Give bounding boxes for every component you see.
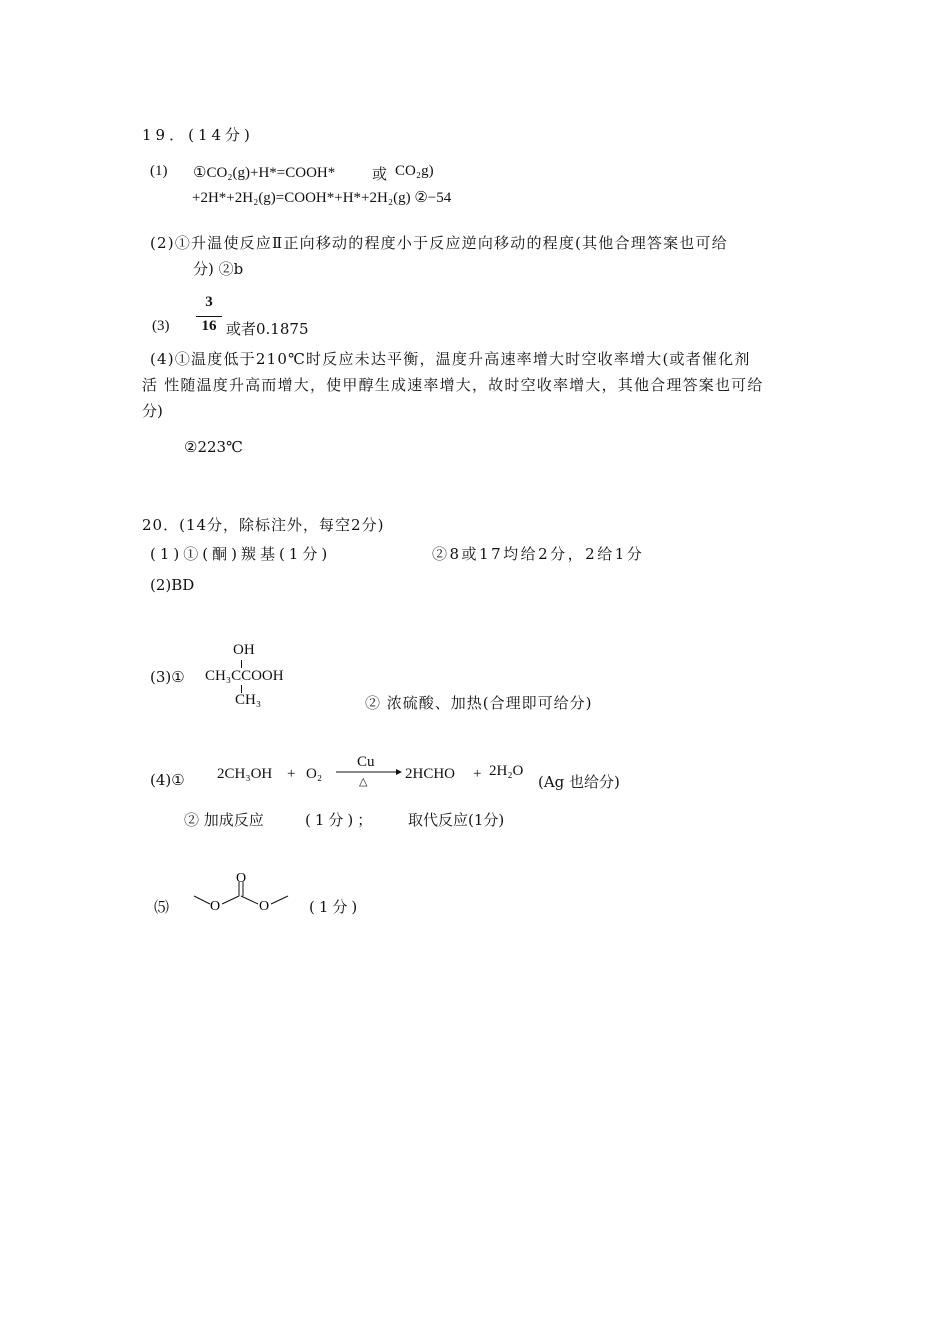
q19-part4-line2: 活 性随温度升高而增大，使甲醇生成速率增大，故时空收率增大，其他合理答案也可给 <box>142 376 764 394</box>
structure-ester-oxygen-left: O <box>210 899 221 914</box>
reaction-reactant-methanol: 2CH₃OH <box>217 766 273 782</box>
q19-part1-or: 或 <box>372 165 388 183</box>
q20-part2-answer: (2)BD <box>150 576 195 594</box>
reaction-product-formaldehyde: 2HCHO <box>405 766 456 782</box>
reaction-arrow <box>336 768 402 776</box>
q20-part3-label: (3)① <box>150 668 185 686</box>
q19-part3-fraction <box>196 294 222 338</box>
fraction-denominator: 16 <box>201 318 217 334</box>
q20-part3-answer2: ② 浓硫酸、加热(合理即可给分) <box>365 694 593 712</box>
q20-part1-answer2: ②8或17均给2分，2给1分 <box>432 545 645 563</box>
q20-part4-answer2-c: 取代反应(1分) <box>408 811 505 829</box>
q19-part1-label: (1) <box>150 163 168 179</box>
q19-part4-line1: (4)①温度低于210℃时反应未达平衡，温度升高速率增大时空收率增大(或者催化剂 <box>150 350 751 368</box>
q19-part1-equation-c: CO₂g) <box>395 163 434 179</box>
q19-part2-line2: 分) ②b <box>193 260 244 278</box>
reaction-reactant-oxygen: O₂ <box>306 766 323 782</box>
q19-header: 19．(14分) <box>142 126 254 144</box>
q19-part3-label: (3) <box>152 318 170 334</box>
structure-ch3-group: CH₃ <box>235 692 262 708</box>
q20-part4-answer2-a: ② 加成反应 <box>184 811 264 829</box>
structure-main-chain: CH₃CCOOH <box>205 668 284 684</box>
structure-bond-top <box>241 660 242 668</box>
reaction-catalyst: Cu <box>357 754 375 770</box>
q19-part1-equation-line2: +2H*+2H₂(g)=COOH*+H*+2H₂(g) ②−54 <box>192 190 452 206</box>
q20-part4-label: (4)① <box>150 771 185 789</box>
reaction-condition-heat: △ <box>359 776 368 788</box>
structure-ester-oxygen-right: O <box>259 899 270 914</box>
structure-oh-group: OH <box>233 642 255 658</box>
q20-part5-label: ⑸ <box>154 898 170 916</box>
reaction-product-water: 2H₂O <box>489 763 524 779</box>
structure-carbonyl-oxygen: O <box>236 871 247 886</box>
q19-part2-line1: (2)①升温使反应Ⅱ正向移动的程度小于反应逆向移动的程度(其他合理答案也可给 <box>150 234 728 252</box>
fraction-bar <box>196 316 222 317</box>
q20-part4-answer2-b: (1分)； <box>305 811 377 829</box>
reaction-plus-2: + <box>473 766 482 782</box>
q19-part4-line3: 分) <box>142 402 163 420</box>
q20-part5-structure <box>190 866 290 916</box>
q20-header: 20．(14分，除标注外，每空2分) <box>142 516 385 534</box>
reaction-plus-1: + <box>287 766 296 782</box>
q19-part3-text: 或者0.1875 <box>226 320 309 338</box>
q19-part4-answer2: ②223℃ <box>184 438 243 456</box>
q20-part4-note: (Ag 也给分) <box>538 773 620 791</box>
q20-part5-score: (1分) <box>309 898 362 916</box>
q19-part1-equation-a: ①CO₂(g)+H*=COOH* <box>193 165 336 181</box>
q20-part1-answer1: (1)①(酮)羰基(1分) <box>150 545 332 563</box>
fraction-numerator: 3 <box>205 294 213 310</box>
